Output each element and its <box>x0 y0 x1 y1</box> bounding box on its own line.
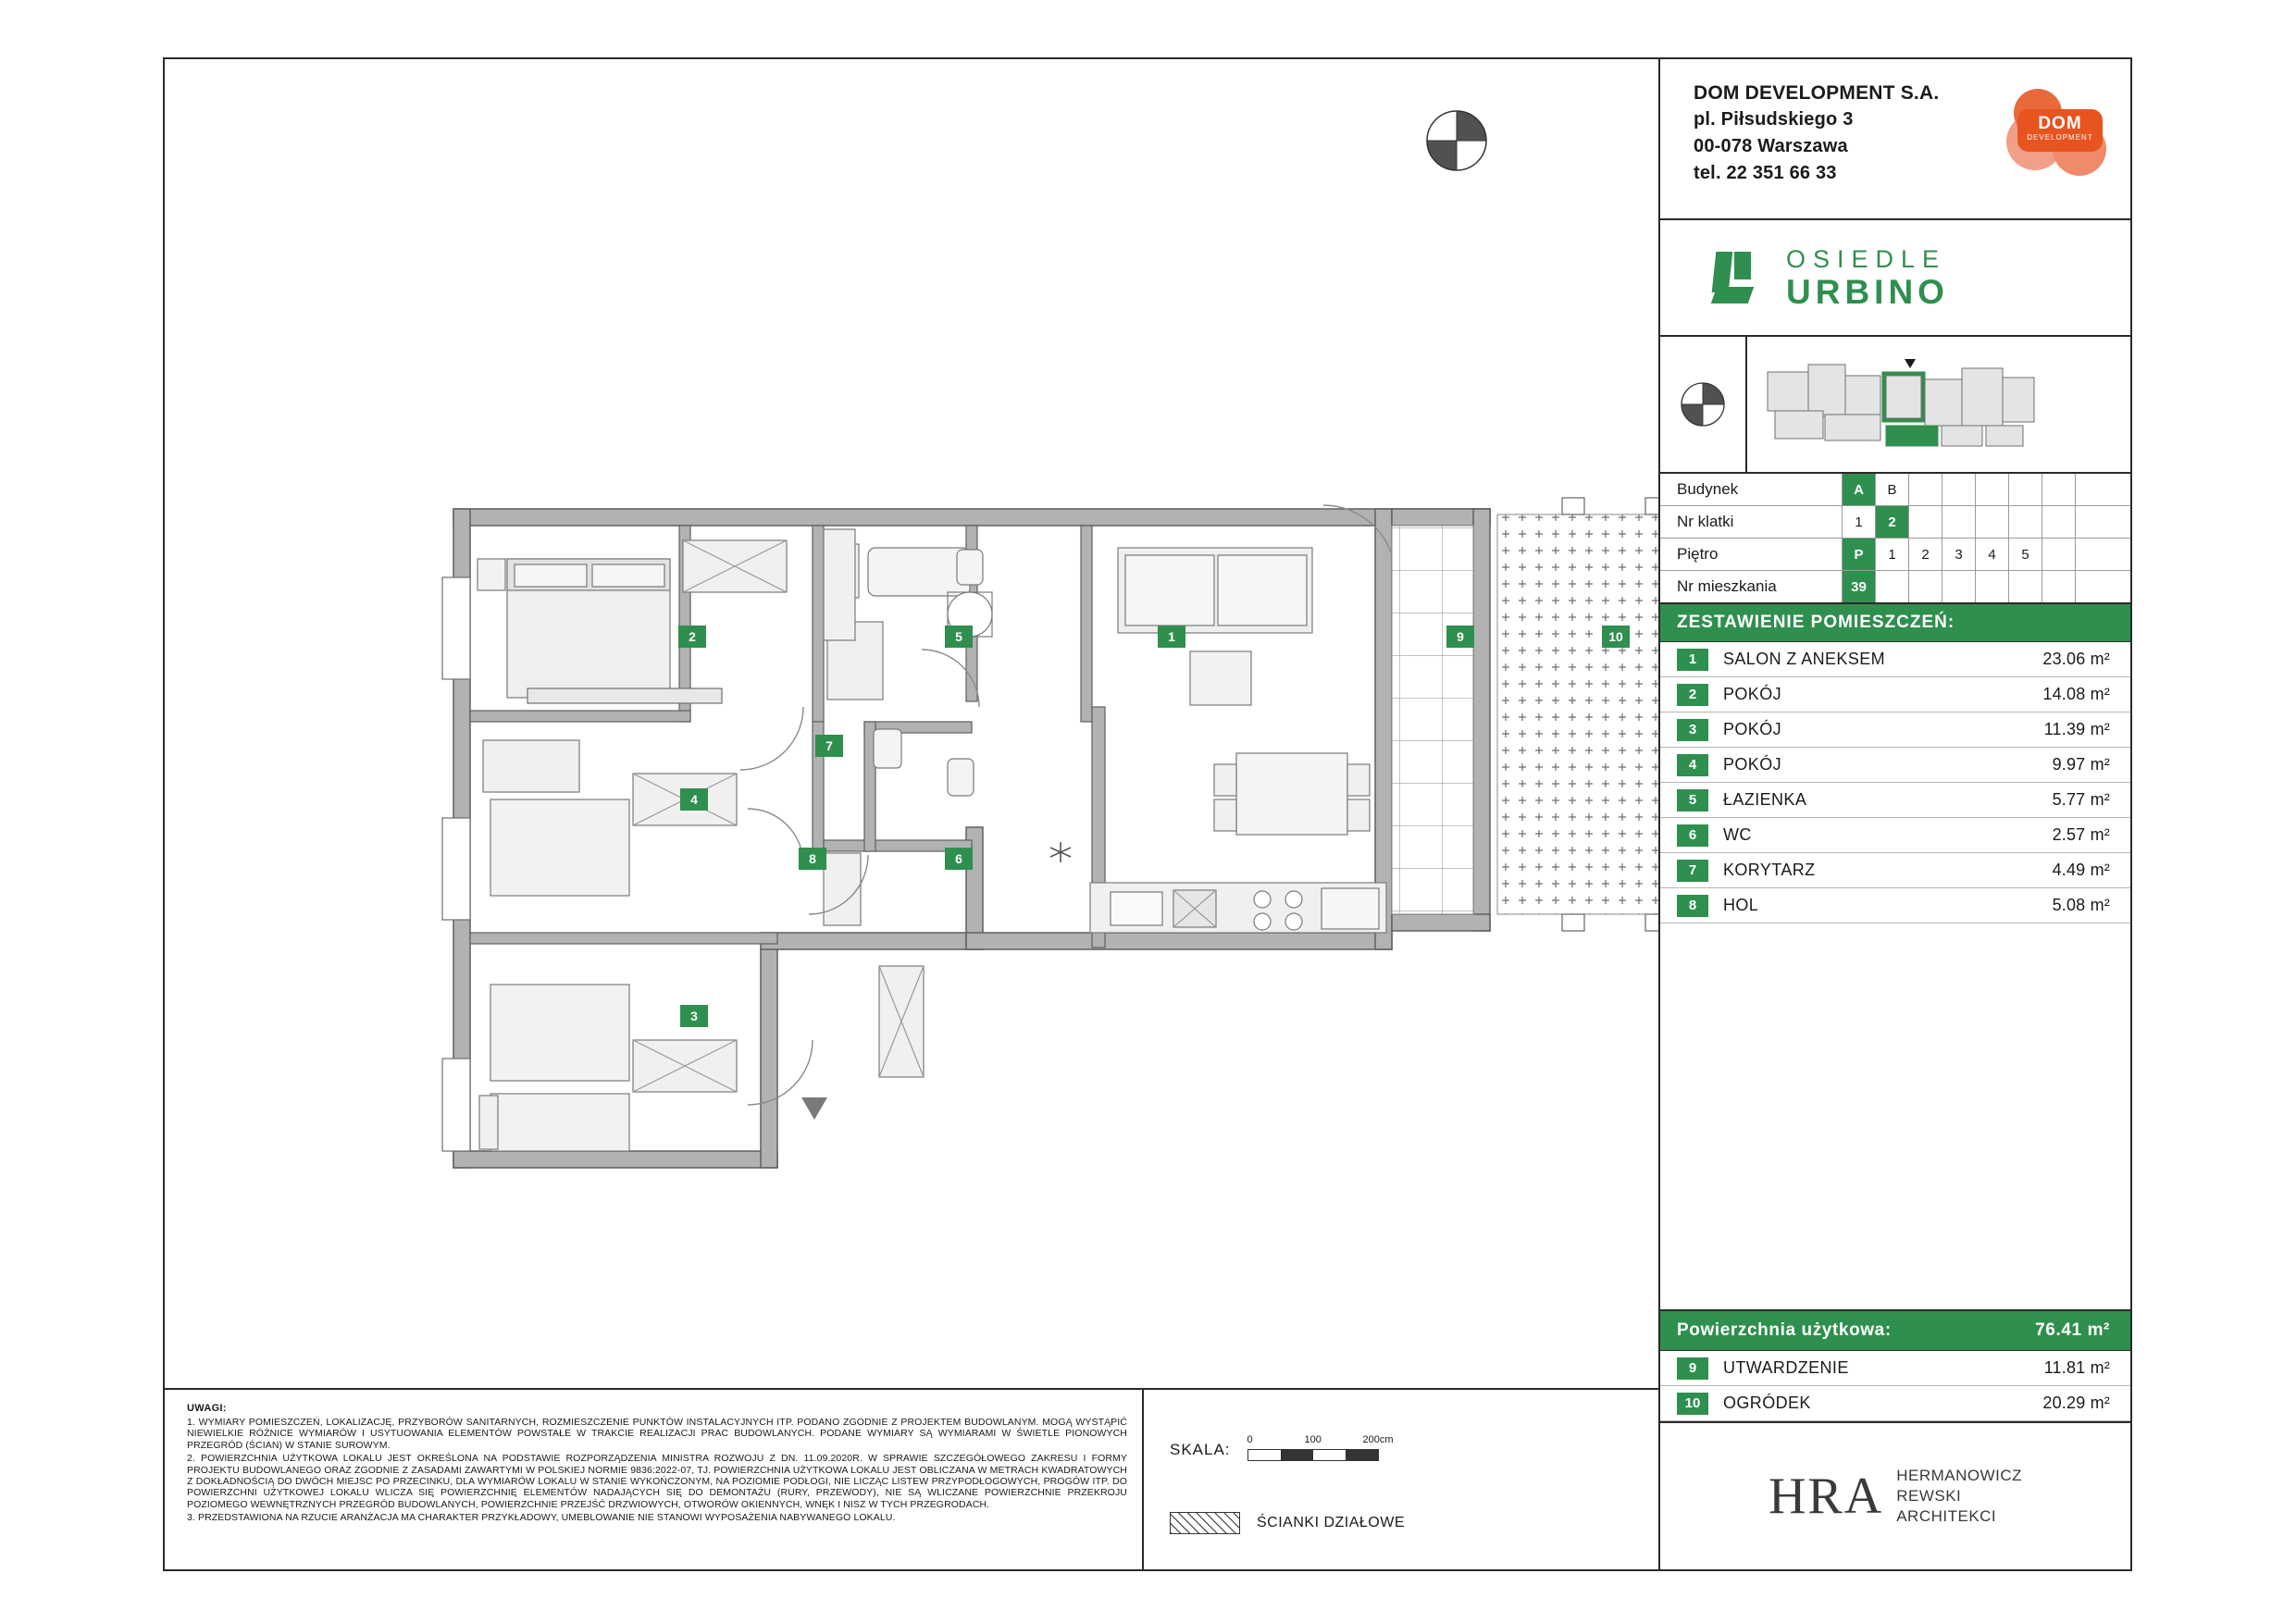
architect-mark: HRA <box>1768 1468 1884 1525</box>
room-name-8: HOL <box>1723 896 1759 914</box>
dom-development-logo-icon <box>2003 85 2114 180</box>
floor-cell-3[interactable]: 3 <box>1942 539 1975 570</box>
room-badge-3: 3 <box>1677 719 1708 741</box>
staircase-cell-4 <box>1942 506 1975 538</box>
room-badge-2: 2 <box>1677 684 1708 706</box>
staircase-cell-3 <box>1908 506 1942 538</box>
building-cell-3 <box>1908 474 1942 505</box>
estate-line-2: URBINO <box>1786 272 1949 311</box>
building-cell-4 <box>1942 474 1975 505</box>
room-row-7 <box>1660 853 2130 888</box>
plan-marker-7: 7 <box>815 735 843 757</box>
floor-cell-p[interactable]: P <box>1842 539 1875 570</box>
info-row-klatka <box>1660 506 2130 539</box>
dom-logo-subtext: DEVELOPMENT <box>2027 133 2093 142</box>
plan-marker-10: 10 <box>1602 626 1630 648</box>
building-cell-b[interactable]: B <box>1875 474 1908 505</box>
room-badge-5: 5 <box>1677 789 1708 812</box>
extra-row-10 <box>1660 1386 2130 1421</box>
area-summary-block <box>1660 1309 2130 1421</box>
info-label-budynek: Budynek <box>1677 480 1739 498</box>
scale-and-legend <box>1144 1390 1660 1569</box>
extra-name-9: UTWARDZENIE <box>1723 1358 1849 1377</box>
staircase-cell-2[interactable]: 2 <box>1875 506 1908 538</box>
floor-cell-1[interactable]: 1 <box>1875 539 1908 570</box>
key-plan-compass-icon <box>1660 337 1747 472</box>
info-row-pietro <box>1660 539 2130 571</box>
scale-tick-0: 0 <box>1247 1434 1253 1445</box>
apartment-cell-5 <box>1975 571 2008 602</box>
note-item-2: 2. POWIERZCHNIA UŻYTKOWA LOKALU JEST OKREŚLONA NA PODSTAWIE ROZPORZĄDZENIA MINISTRA ROZWOJU Z DN. 11.09.2020R. W SPRAWIE SZCZEGÓŁOWEGO ZAKRESU I FORMY PROJEKTU BUDOWLANEGO ORAZ ZGODNIE Z ZASADAMI ZAWARTYMI W POLSKIEJ NORMIE 9836:2022-07, TJ. POWIERZCHNIA UŻYTKOWA LOKALU JEST OBLICZANA W METRACH KWADRATOWYCH Z DOKŁADNOŚCIĄ DO DWÓCH MIEJSC PO PRZECINKU, DLA WYMIARÓW LOKALU W STANIE WYKOŃCZONYM, NA POZIOMIE PODŁOGI, NIE LICZĄC LISTEW PRZYPODŁOGOWYCH, PROGÓW ITP. DO POWIERZCHNI UŻYTKOWEJ LOKALU WLICZA SIĘ POWIERZCHNIĘ ELEMENTÓW NADAJĄCYCH SIĘ DO DEMONTAŻU (RURY, PRZEWODY), NIE SĄ WLICZANE POWIERZCHNIE PRZEKROJU POZIOMEGO WEWNĘTRZNYCH PRZEGRÓD BUDOWLANYCH, POWIERZCHNIE PRZEJŚĆ DRZWIOWYCH, OTWORÓW OKIENNYCH, WNĘK I NISZ W TYCH PRZEGRODACH. <box>187 1453 1127 1510</box>
plan-marker-4: 4 <box>680 788 708 811</box>
apartment-number-cell[interactable]: 39 <box>1842 571 1875 602</box>
room-name-5: ŁAZIENKA <box>1723 790 1807 809</box>
building-cell-6 <box>2008 474 2042 505</box>
extra-badge-9: 9 <box>1677 1357 1708 1380</box>
plan-marker-6: 6 <box>945 848 973 870</box>
note-item-3: 3. PRZEDSTAWIONA NA RZUCIE ARANŻACJA MA CHARAKTER PRZYKŁADOWY, UMEBLOWANIE NIE STANOWI WYPOSAŻENIA NABYWANEGO LOKALU. <box>187 1512 896 1524</box>
room-area-8: 5.08 m² <box>2052 896 2110 914</box>
extra-badge-10: 10 <box>1677 1393 1708 1415</box>
extra-area-10: 20.29 m² <box>2042 1394 2110 1412</box>
room-name-4: POKÓJ <box>1723 755 1782 774</box>
staircase-cell-6 <box>2008 506 2042 538</box>
info-label-nr-mieszkania: Nr mieszkania <box>1677 577 1777 595</box>
architect-line-1: HERMANOWICZ <box>1896 1467 2023 1484</box>
plan-marker-1: 1 <box>1158 626 1185 648</box>
apartment-cell-7 <box>2042 571 2075 602</box>
drawing-sheet <box>163 57 2132 1571</box>
building-cell-7 <box>2042 474 2075 505</box>
room-schedule-header: ZESTAWIENIE POMIESZCZEŃ: <box>1660 604 2130 642</box>
compass-rose-icon <box>1423 107 1490 179</box>
plan-marker-3: 3 <box>680 1005 708 1027</box>
room-badge-4: 4 <box>1677 754 1708 776</box>
room-row-4 <box>1660 748 2130 783</box>
developer-phone: tel. 22 351 66 33 <box>1694 163 1837 183</box>
room-area-2: 14.08 m² <box>2042 685 2110 703</box>
room-badge-8: 8 <box>1677 895 1708 917</box>
floor-cell-4[interactable]: 4 <box>1975 539 2008 570</box>
bottom-notes-strip <box>165 1388 1660 1569</box>
developer-street: pl. Piłsudskiego 3 <box>1694 109 1854 130</box>
extra-row-9 <box>1660 1351 2130 1386</box>
info-label-klatka: Nr klatki <box>1677 513 1734 530</box>
room-name-2: POKÓJ <box>1723 685 1782 703</box>
key-plan-block <box>1660 337 2130 474</box>
plan-marker-5: 5 <box>945 626 973 648</box>
apartment-plan-drawing <box>165 59 1660 1392</box>
architect-line-2: REWSKI <box>1896 1487 1962 1505</box>
usable-area-row <box>1660 1309 2130 1351</box>
room-area-5: 5.77 m² <box>2052 790 2110 809</box>
extra-name-10: OGRÓDEK <box>1723 1394 1811 1412</box>
room-badge-1: 1 <box>1677 649 1708 671</box>
architect-block <box>1660 1421 2130 1569</box>
urbino-mark-icon <box>1714 252 1766 304</box>
key-plan-map <box>1747 337 2130 472</box>
building-cell-5 <box>1975 474 2008 505</box>
title-block-panel <box>1658 59 2130 1569</box>
legend-partition-walls <box>1170 1512 1405 1534</box>
plan-marker-2: 2 <box>678 626 706 648</box>
building-cell-a[interactable]: A <box>1842 474 1875 505</box>
room-row-8 <box>1660 888 2130 923</box>
room-name-1: SALON Z ANEKSEM <box>1723 650 1886 668</box>
developer-name: DOM DEVELOPMENT S.A. <box>1694 82 1940 104</box>
room-badge-6: 6 <box>1677 824 1708 847</box>
developer-block <box>1660 59 2130 220</box>
room-area-7: 4.49 m² <box>2052 861 2110 879</box>
room-area-6: 2.57 m² <box>2052 825 2110 844</box>
estate-logo-block <box>1660 220 2130 337</box>
room-row-2 <box>1660 677 2130 712</box>
apartment-info-table <box>1660 474 2130 604</box>
note-item-1: 1. WYMIARY POMIESZCZEŃ, LOKALIZACJĘ, PRZYBORÓW SANITARNYCH, ROZMIESZCZENIE PUNKTÓW INSTALACYJNYCH ITP. PODANO ZGODNIE Z PROJEKTEM BUDOWLANYM. MOGĄ WYSTĄPIĆ NIEWIELKIE RÓŻNICE WYMIARÓW I USYTUOWANIA ELEMENTÓW POWSTAŁE W TRAKCIE REALIZACJI PRAC BUDOWLANYCH. PODANE WYMIARY SĄ WYMIARAMI W ŚWIETLE PIONOWYCH PRZEGRÓD (ŚCIAN) W STANIE SUROWYM. <box>187 1417 1127 1451</box>
floor-plan-area <box>165 59 1660 1392</box>
notes-block <box>165 1390 1144 1569</box>
info-label-pietro: Piętro <box>1677 545 1719 563</box>
floor-cell-5[interactable]: 5 <box>2008 539 2042 570</box>
room-schedule-list <box>1660 642 2130 923</box>
building-cell-8 <box>2075 474 2108 505</box>
info-row-budynek <box>1660 474 2130 506</box>
room-area-1: 23.06 m² <box>2042 650 2110 668</box>
plan-marker-9: 9 <box>1446 626 1474 648</box>
legend-label: ŚCIANKI DZIAŁOWE <box>1257 1515 1406 1530</box>
extra-area-9: 11.81 m² <box>2043 1358 2110 1377</box>
usable-area-value: 76.41 m² <box>2035 1320 2110 1340</box>
apartment-cell-8 <box>2075 571 2108 602</box>
floor-cell-2[interactable]: 2 <box>1908 539 1942 570</box>
scale-label: SKALA: <box>1170 1441 1231 1458</box>
staircase-cell-8 <box>2075 506 2108 538</box>
room-name-3: POKÓJ <box>1723 720 1782 738</box>
room-row-1 <box>1660 642 2130 677</box>
room-area-4: 9.97 m² <box>2052 755 2110 774</box>
dom-logo-text: DOM <box>2038 114 2082 133</box>
staircase-cell-5 <box>1975 506 2008 538</box>
scale-tick-200: 200cm <box>1362 1434 1394 1445</box>
scale-bar-group <box>1170 1434 1407 1461</box>
estate-line-1: OSIEDLE <box>1786 244 1947 273</box>
room-row-5 <box>1660 783 2130 818</box>
apartment-cell-3 <box>1908 571 1942 602</box>
apartment-cell-4 <box>1942 571 1975 602</box>
staircase-cell-7 <box>2042 506 2075 538</box>
room-row-6 <box>1660 818 2130 853</box>
notes-header: UWAGI: <box>187 1403 227 1414</box>
plan-marker-8: 8 <box>799 848 826 870</box>
staircase-cell-1[interactable]: 1 <box>1842 506 1875 538</box>
floor-cell-8 <box>2075 539 2108 570</box>
hatch-swatch-icon <box>1170 1512 1240 1534</box>
room-area-3: 11.39 m² <box>2043 720 2110 738</box>
room-name-7: KORYTARZ <box>1723 861 1816 879</box>
architect-line-3: ARCHITEKCI <box>1896 1507 1997 1525</box>
room-badge-7: 7 <box>1677 860 1708 882</box>
info-row-nr-mieszkania <box>1660 571 2130 602</box>
room-row-3 <box>1660 712 2130 748</box>
scale-bar-graphic <box>1247 1449 1379 1461</box>
developer-city: 00-078 Warszawa <box>1694 136 1848 156</box>
usable-area-label: Powierzchnia użytkowa: <box>1677 1320 1892 1340</box>
floor-cell-7 <box>2042 539 2075 570</box>
scale-tick-100: 100 <box>1304 1434 1322 1445</box>
room-name-6: WC <box>1723 825 1752 844</box>
apartment-cell-2 <box>1875 571 1908 602</box>
apartment-cell-6 <box>2008 571 2042 602</box>
